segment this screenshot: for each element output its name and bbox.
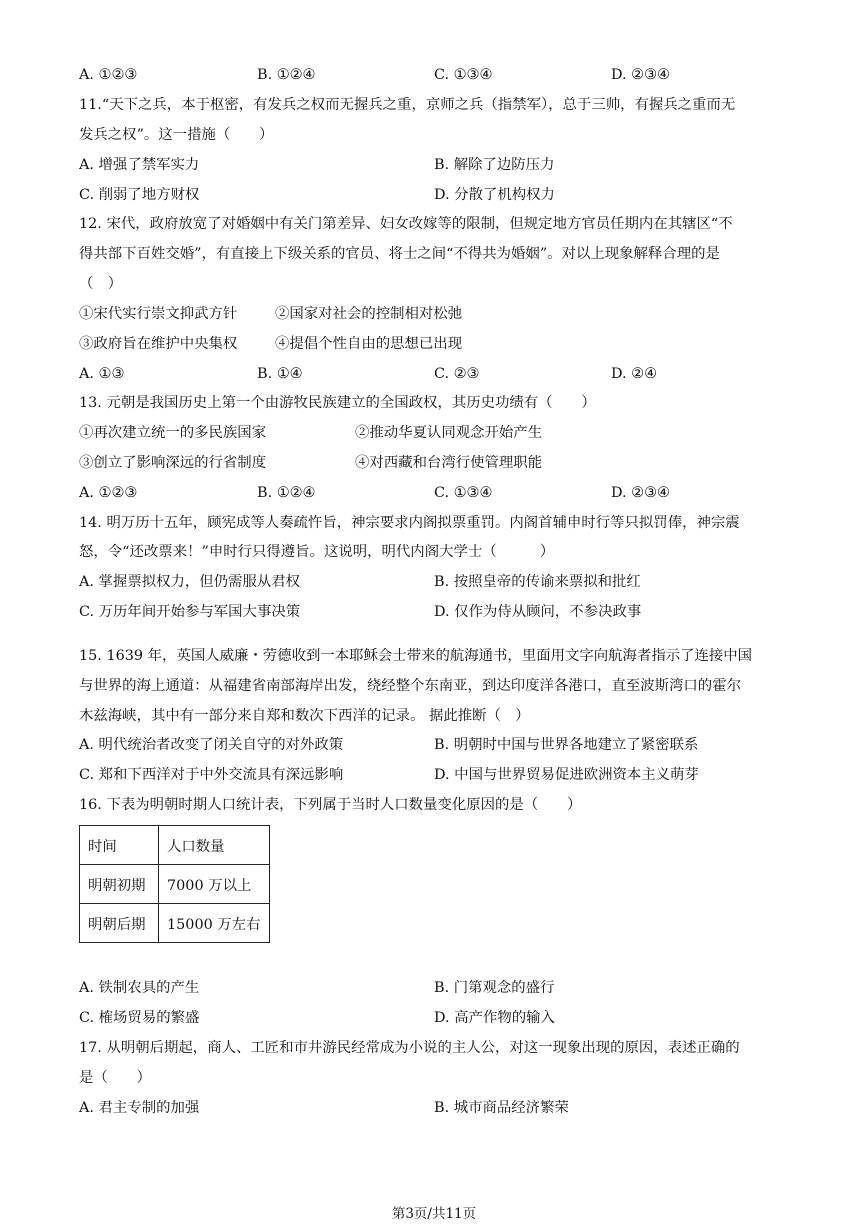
q14-stem: 14. 明万历十五年，顾宪成等人奏疏忤旨，神宗要求内阁拟票重罚。内阁首辅申时行等只拟罚俸，神宗震 xyxy=(79,515,740,531)
q12-stem: 12. 宋代，政府放宽了对婚姻中有关门第差异、妇女改嫁等的限制，但规定地方官员任期内在其辖区“不 xyxy=(79,216,733,232)
q17-stem: 是（ ） xyxy=(79,1070,151,1086)
q10-option-a: A. ①②③ xyxy=(79,67,138,83)
q17-option-a: A. 君主专制的加强 xyxy=(79,1100,200,1116)
q15-option-c: C. 郑和下西洋对于中外交流具有深远影响 xyxy=(79,767,344,783)
q14-stem: 怒，令“还改票来！”申时行只得遵旨。这说明，明代内阁大学士（ ） xyxy=(79,544,555,560)
q14-option-d: D. 仅作为侍从顾问，不参决政事 xyxy=(434,604,642,620)
q12-option-a: A. ①③ xyxy=(79,366,125,382)
table-row xyxy=(80,904,270,943)
table-header-cell: 人口数量 xyxy=(159,826,270,865)
q14-option-a: A. 掌握票拟权力，但仍需服从君权 xyxy=(79,574,301,590)
q13-option-c: C. ①③④ xyxy=(434,485,493,501)
q15-stem: 15. 1639 年，英国人威廉・劳德收到一本耶稣会士带来的航海通书，里面用文字向航海者指示了连接中国 xyxy=(79,648,753,664)
q12-item-1: ①宋代实行崇文抑武方针 xyxy=(79,306,238,322)
q15-option-a: A. 明代统治者改变了闭关自守的对外政策 xyxy=(79,737,344,753)
q12-stem: 得共部下百姓交婚”，有直接上下级关系的官员、将士之间“不得共为婚姻”。对以上现象解释合理的是 xyxy=(79,246,720,262)
q14-option-c: C. 万历年间开始参与军国大事决策 xyxy=(79,604,301,620)
table-row xyxy=(80,865,270,904)
q13-stem: 13. 元朝是我国历史上第一个由游牧民族建立的全国政权，其历史功绩有（ ） xyxy=(79,395,596,411)
q11-stem: 发兵之权”。这一措施（ ） xyxy=(79,127,274,143)
q13-option-d: D. ②③④ xyxy=(611,485,670,501)
q15-stem: 与世界的海上通道：从福建省南部海岸出发，绕经整个东南亚，到达印度洋各港口，直至波斯湾口的霍尔 xyxy=(79,678,741,694)
q15-option-b: B. 明朝时中国与世界各地建立了紧密联系 xyxy=(434,737,699,753)
q17-option-b: B. 城市商品经济繁荣 xyxy=(434,1100,569,1116)
q17-stem: 17. 从明朝后期起，商人、工匠和市井游民经常成为小说的主人公，对这一现象出现的原因，表述正确的 xyxy=(79,1040,740,1056)
q11-option-a: A. 增强了禁军实力 xyxy=(79,157,200,173)
q13-option-a: A. ①②③ xyxy=(79,485,138,501)
q16-option-a: A. 铁制农具的产生 xyxy=(79,980,200,996)
q16-option-c: C. 榷场贸易的繁盛 xyxy=(79,1010,200,1026)
q13-item-1: ①再次建立统一的多民族国家 xyxy=(79,425,267,441)
table-header-cell: 时间 xyxy=(80,826,159,865)
table-cell: 明朝初期 xyxy=(80,865,159,904)
table-cell: 明朝后期 xyxy=(80,904,159,943)
q10-option-b: B. ①②④ xyxy=(257,67,316,83)
q13-item-4: ④对西藏和台湾行使管理职能 xyxy=(355,455,543,471)
q11-option-b: B. 解除了边防压力 xyxy=(434,157,555,173)
population-table xyxy=(79,825,270,943)
q14-option-b: B. 按照皇帝的传谕来票拟和批红 xyxy=(434,574,641,590)
q15-stem: 木兹海峡，其中有一部分来自郑和数次下西洋的记录。 据此推断（ ） xyxy=(79,708,530,724)
q11-option-d: D. 分散了机构权力 xyxy=(434,187,555,203)
q11-option-c: C. 削弱了地方财权 xyxy=(79,187,200,203)
q16-option-d: D. 高产作物的输入 xyxy=(434,1010,555,1026)
q13-item-2: ②推动华夏认同观念开始产生 xyxy=(355,425,543,441)
table-header-row xyxy=(80,826,270,865)
q12-item-4: ④提倡个性自由的思想已出现 xyxy=(275,336,463,352)
q13-item-3: ③创立了影响深远的行省制度 xyxy=(79,455,267,471)
q12-item-2: ②国家对社会的控制相对松弛 xyxy=(275,306,463,322)
q12-stem: （ ） xyxy=(79,276,123,292)
q12-option-d: D. ②④ xyxy=(611,366,657,382)
q12-option-b: B. ①④ xyxy=(257,366,303,382)
q12-item-3: ③政府旨在维护中央集权 xyxy=(79,336,238,352)
q16-option-b: B. 门第观念的盛行 xyxy=(434,980,555,996)
q10-option-d: D. ②③④ xyxy=(611,67,670,83)
q11-stem: 11.“天下之兵，本于枢密，有发兵之权而无握兵之重，京师之兵（指禁军），总于三帅，有握兵之重而无 xyxy=(79,97,736,113)
page-number: 第3页/共11页 xyxy=(391,1206,477,1222)
q16-stem: 16. 下表为明朝时期人口统计表，下列属于当时人口数量变化原因的是（ ） xyxy=(79,797,582,813)
q15-option-d: D. 中国与世界贸易促进欧洲资本主义萌芽 xyxy=(434,767,699,783)
q12-option-c: C. ②③ xyxy=(434,366,480,382)
q13-option-b: B. ①②④ xyxy=(257,485,316,501)
table-cell: 7000 万以上 xyxy=(159,865,270,904)
q10-option-c: C. ①③④ xyxy=(434,67,493,83)
table-cell: 15000 万左右 xyxy=(159,904,270,943)
